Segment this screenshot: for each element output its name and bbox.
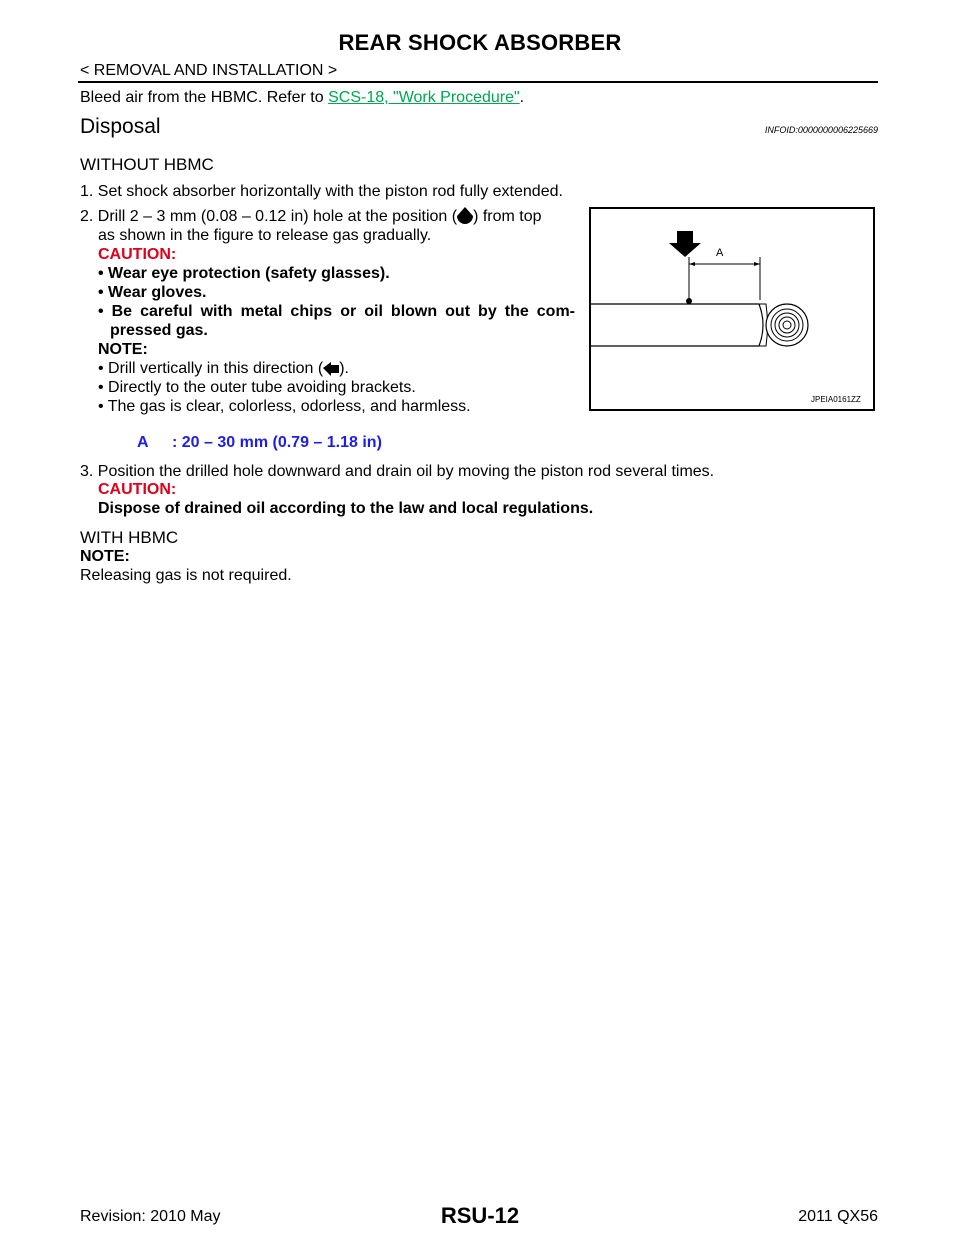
intro-period: . (519, 89, 525, 106)
note-item: • Drill vertically in this direction ( ). (98, 359, 349, 381)
caution-label: CAUTION: (98, 246, 177, 263)
page-title: REAR SHOCK ABSORBER (338, 30, 622, 55)
page-number: RSU-12 (440, 1203, 520, 1228)
note-label: NOTE: (80, 548, 130, 565)
section-title: Disposal (80, 115, 161, 138)
intro-line (80, 88, 524, 107)
spec-value: : 20 – 30 mm (0.79 – 1.18 in) (172, 434, 382, 451)
drill-position-icon (457, 207, 473, 229)
dimension-label-a: A (716, 247, 724, 259)
step-1: 1. Set shock absorber horizontally with the piston rod fully extended. (80, 183, 563, 200)
shock-absorber-diagram (591, 209, 873, 409)
spec-label: A (137, 434, 149, 451)
figure-id: JPEIA0161ZZ (811, 395, 861, 404)
reference-link[interactable]: SCS-18, "Work Procedure" (328, 89, 520, 106)
intro-text: Bleed air from the HBMC. Refer to (80, 89, 329, 106)
caution-item: • Wear gloves. (98, 284, 207, 301)
shock-absorber-figure (589, 207, 875, 411)
subsection-heading-with-hbmc: WITH HBMC (80, 528, 179, 547)
drill-arrow-icon (669, 231, 701, 257)
step-3: 3. Position the drilled hole downward and drain oil by moving the piston rod several times. (80, 463, 715, 480)
footer-model: 2011 QX56 (798, 1208, 878, 1225)
caution-item: • Be careful with metal chips or oil blown out by the com- (98, 303, 575, 320)
caution-item-continued: pressed gas. (110, 322, 208, 339)
step-2-line-2: as shown in the figure to release gas gradually. (98, 227, 432, 244)
note-item: • Directly to the outer tube avoiding brackets. (98, 379, 416, 396)
note-text: Releasing gas is not required. (80, 567, 292, 584)
step-2: 2. Drill 2 – 3 mm (0.08 – 0.12 in) hole at the position ( ) from top (80, 207, 575, 229)
caution-item: • Wear eye protection (safety glasses). (98, 265, 390, 282)
note-label: NOTE: (98, 341, 148, 358)
breadcrumb: < REMOVAL AND INSTALLATION > (80, 62, 338, 79)
caution-text: Dispose of drained oil according to the law and local regulations. (98, 500, 594, 517)
subsection-heading-without-hbmc: WITHOUT HBMC (80, 155, 214, 174)
footer-revision: Revision: 2010 May (80, 1208, 221, 1225)
caution-label: CAUTION: (98, 481, 177, 498)
note-item: • The gas is clear, colorless, odorless, and harmless. (98, 398, 471, 415)
header-divider (78, 81, 878, 83)
info-id: INFOID:0000000006225669 (764, 125, 878, 135)
